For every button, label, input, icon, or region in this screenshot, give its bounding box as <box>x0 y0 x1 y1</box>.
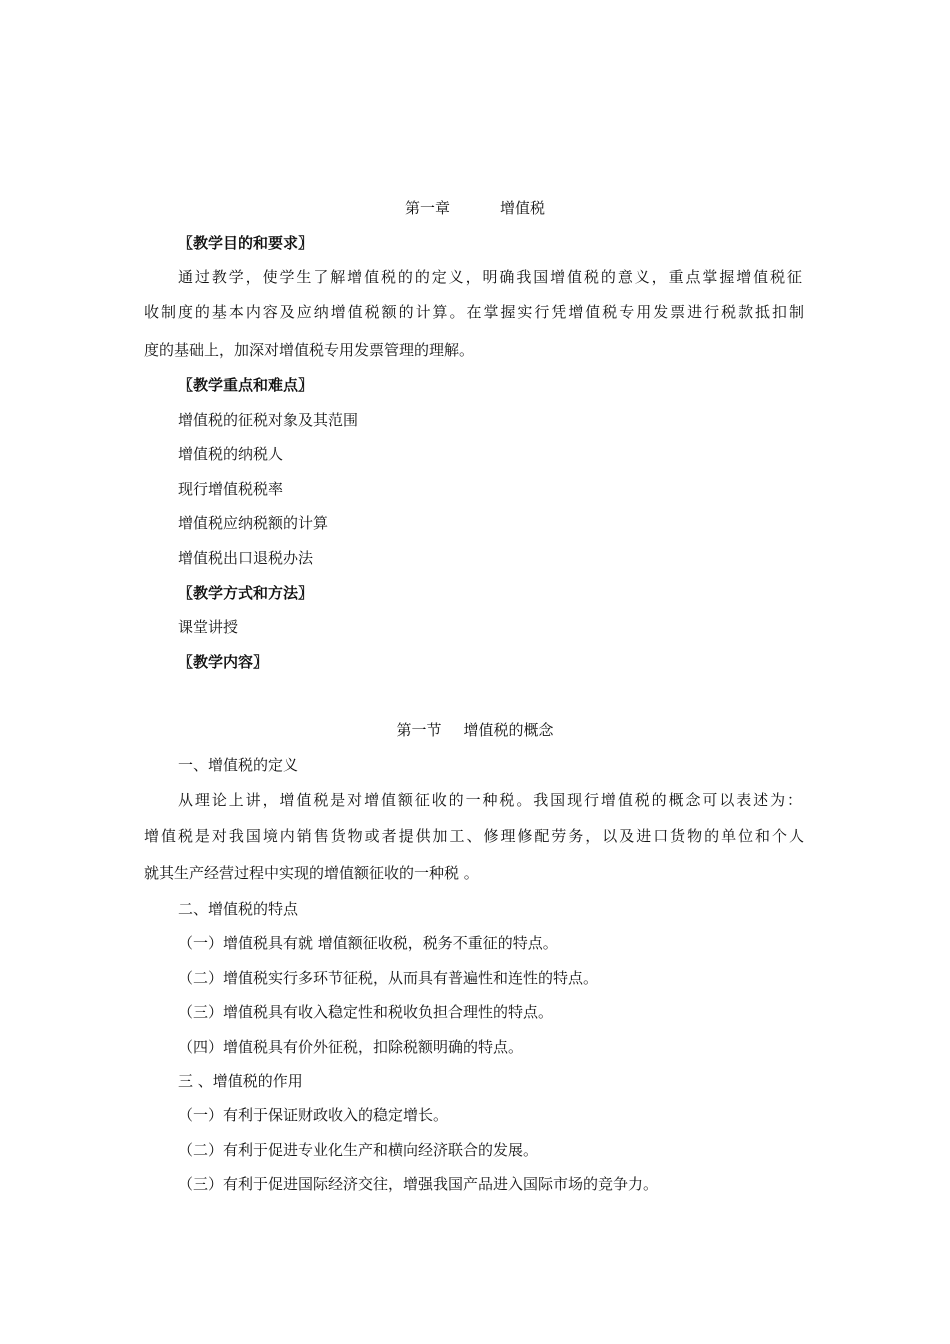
objectives-line-3: 度的基础上，加深对增值税专用发票管理的理解。 <box>144 341 475 359</box>
key-point-item: 增值税的纳税人 <box>178 445 284 463</box>
section-title <box>0 720 950 740</box>
chapter-name: 增值税 <box>500 199 546 217</box>
section-number: 第一节 <box>396 721 442 739</box>
chapter-title <box>0 198 950 218</box>
feature-item: （三）增值税具有收入稳定性和税收负担合理性的特点。 <box>178 1003 554 1021</box>
feature-item: （一）增值税具有就 增值额征收税，税务不重征的特点。 <box>178 934 558 952</box>
roles-heading: 三 、增值税的作用 <box>178 1072 303 1090</box>
key-point-item: 增值税的征税对象及其范围 <box>178 411 359 429</box>
feature-item: （二）增值税实行多环节征税，从而具有普遍性和连性的特点。 <box>178 969 599 987</box>
content-heading: 〖教学内容〗 <box>178 653 269 671</box>
methods-text: 课堂讲授 <box>178 618 239 636</box>
role-item: （二）有利于促进专业化生产和横向经济联合的发展。 <box>178 1141 539 1159</box>
definition-line-2: 增值税是对我国境内销售货物或者提供加工、修理修配劳务，以及进口货物的单位和个人 <box>144 827 804 845</box>
key-point-item: 增值税应纳税额的计算 <box>178 514 329 532</box>
role-item: （三）有利于促进国际经济交往，增强我国产品进入国际市场的竞争力。 <box>178 1175 659 1193</box>
chapter-number: 第一章 <box>404 199 450 217</box>
key-point-item: 现行增值税税率 <box>178 480 284 498</box>
section-name: 增值税的概念 <box>463 721 554 739</box>
feature-item: （四）增值税具有价外征税，扣除税额明确的特点。 <box>178 1038 524 1056</box>
definition-line-3: 就其生产经营过程中实现的增值额征收的一种税 。 <box>144 864 479 882</box>
objectives-line-2: 收制度的基本内容及应纳增值税额的计算。在掌握实行凭增值税专用发票进行税款抵扣制 <box>144 303 804 321</box>
definition-heading: 一、增值税的定义 <box>178 756 299 774</box>
objectives-heading: 〖教学目的和要求〗 <box>178 234 314 252</box>
key-point-item: 增值税出口退税办法 <box>178 549 314 567</box>
role-item: （一）有利于保证财政收入的稳定增长。 <box>178 1106 449 1124</box>
features-heading: 二、增值税的特点 <box>178 900 299 918</box>
key-points-heading: 〖教学重点和难点〗 <box>178 376 314 394</box>
objectives-line-1: 通过教学，使学生了解增值税的的定义，明确我国增值税的意义，重点掌握增值税征 <box>178 268 802 286</box>
definition-line-1: 从理论上讲，增值税是对增值额征收的一种税。我国现行增值税的概念可以表述为： <box>178 791 802 809</box>
methods-heading: 〖教学方式和方法〗 <box>178 584 314 602</box>
